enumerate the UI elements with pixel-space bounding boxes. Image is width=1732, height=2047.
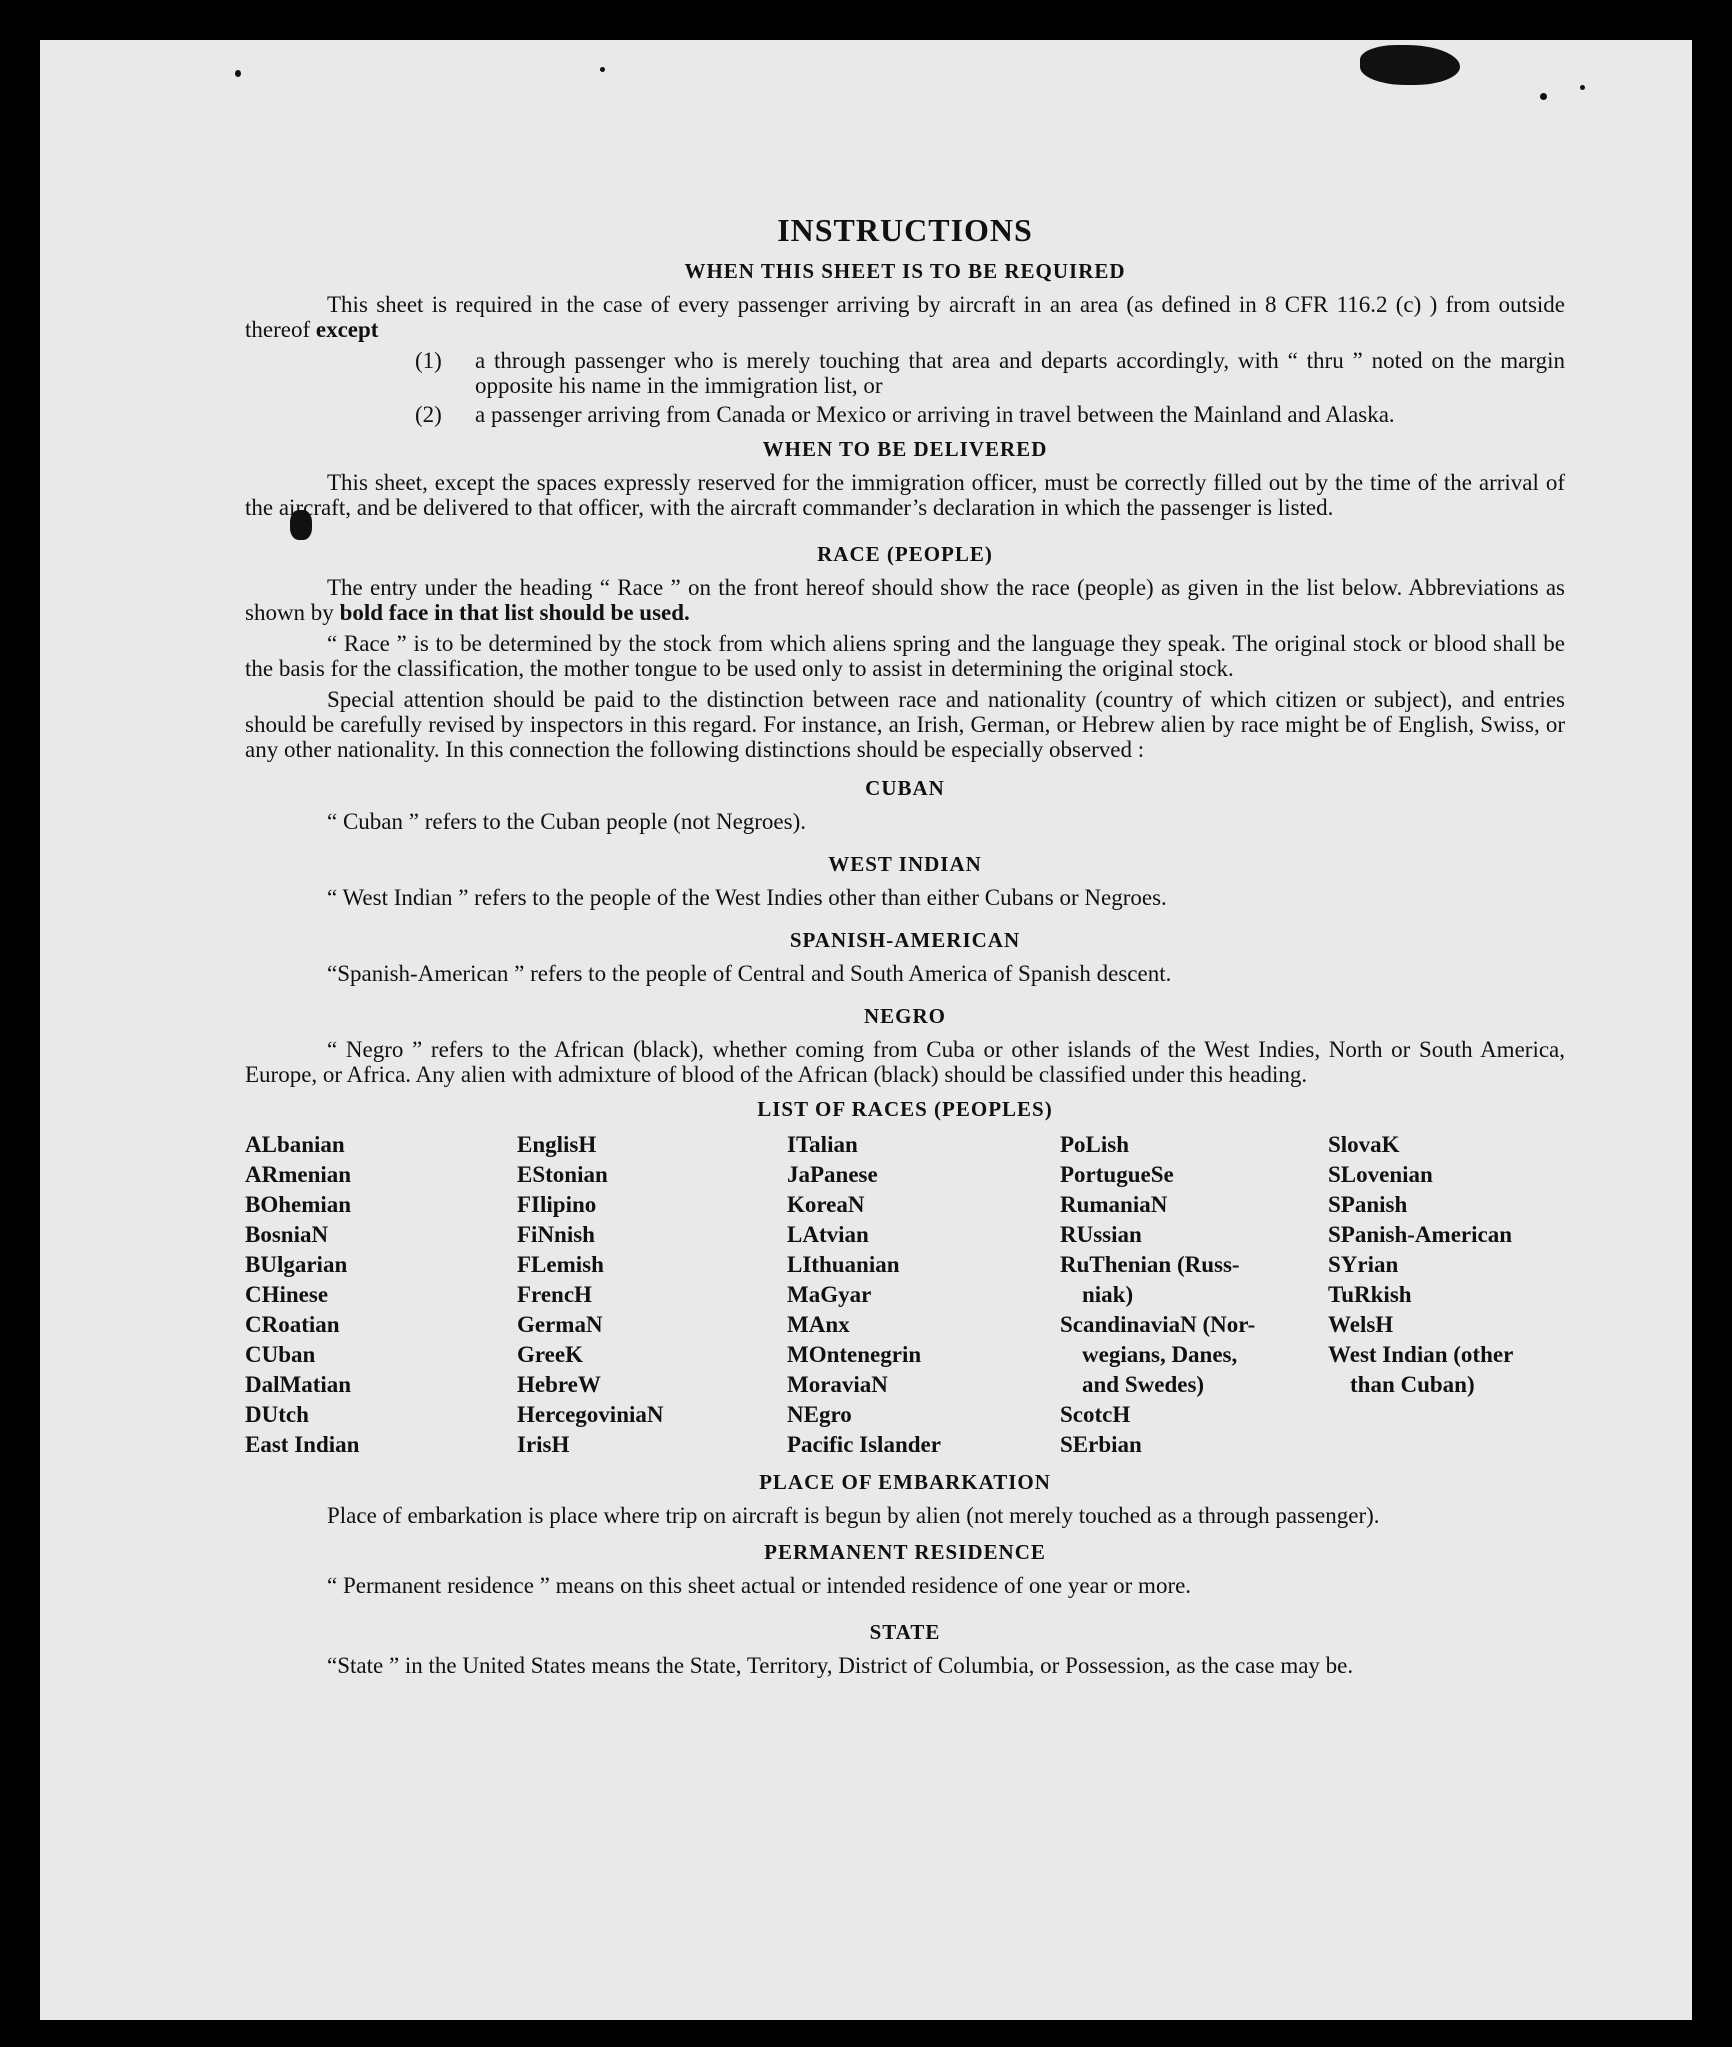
races-column: [1328, 1130, 1558, 1460]
race-p1-bold: bold face: [339, 600, 429, 625]
race-entry: FrencH: [517, 1282, 592, 1307]
race-entry: PoLish: [1060, 1132, 1130, 1157]
race-entry: HercegoviniaN: [517, 1402, 664, 1427]
race-entry: SlovaK: [1328, 1132, 1400, 1157]
cuban-text: “ Cuban ” refers to the Cuban people (not Negroes).: [327, 809, 807, 834]
ink-dot: [235, 70, 241, 77]
negro-text: “ Negro ” refers to the African (black), whether coming from Cuba or other islands of the West Indies, North or South America, Europe, or Africa. Any alien with admixture of blood of the African (black) should be classified under this heading.: [245, 1037, 1565, 1087]
race-entry: ScotcH: [1060, 1402, 1131, 1427]
race-entry: SPanish: [1328, 1192, 1408, 1217]
race-entry: SErbian: [1060, 1432, 1142, 1457]
race-paragraph-3: Special attention should be paid to the distinction between race and nationality (country of which citizen or subject), and entries should be carefully revised by inspectors in this regard. For instance, an Irish, German, or Hebrew alien by race might be of English, Swiss, or any other nationality. In this connection the following distinctions should be especially observed :: [245, 687, 1565, 762]
race-entry: niak): [1082, 1282, 1134, 1307]
section-heading-cuban: CUBAN: [865, 776, 945, 800]
race-entry: MOntenegrin: [787, 1342, 922, 1367]
race-p1-end: in that list should be used.: [428, 600, 690, 625]
list-item: [245, 402, 1565, 427]
race-entry: SPanish-American: [1328, 1222, 1512, 1247]
race-entry: KoreaN: [787, 1192, 865, 1217]
race-entry: ALbanian: [245, 1132, 345, 1157]
section-heading-list-of-races: LIST OF RACES (PEOPLES): [757, 1097, 1053, 1121]
ink-dot: [1580, 85, 1585, 90]
races-column: [787, 1130, 1060, 1460]
race-entry: SYrian: [1328, 1252, 1399, 1277]
document-page: [40, 40, 1692, 2020]
section-heading-required: WHEN THIS SHEET IS TO BE REQUIRED: [684, 259, 1126, 283]
race-entry: FIlipino: [517, 1192, 597, 1217]
section-heading-delivered: WHEN TO BE DELIVERED: [762, 437, 1048, 461]
race-entry: BOhemian: [245, 1192, 352, 1217]
state-text: “State ” in the United States means the State, Territory, District of Columbia, or Possession, as the case may be.: [327, 1653, 1354, 1678]
list-item: [245, 348, 1565, 398]
section-heading-spanish-american: SPANISH-AMERICAN: [789, 928, 1021, 952]
races-table: [245, 1130, 1565, 1460]
document-body: [245, 170, 1565, 1684]
races-column: [517, 1130, 787, 1460]
race-entry: PortugueSe: [1060, 1162, 1174, 1187]
west-indian-text: “ West Indian ” refers to the people of the West Indies other than either Cubans or Negroes.: [327, 885, 1167, 910]
race-entry: LIthuanian: [787, 1252, 900, 1277]
section-heading-negro: NEGRO: [863, 1004, 946, 1028]
race-entry: EnglisH: [517, 1132, 597, 1157]
race-p1-text: The entry under the heading “ Race ” on the front hereof should show the race (people) as given in the list below. Abbreviations as shown by: [245, 575, 1565, 625]
race-entry: MaGyar: [787, 1282, 872, 1307]
race-entry: JaPanese: [787, 1162, 878, 1187]
race-entry: CRoatian: [245, 1312, 340, 1337]
race-entry: NEgro: [787, 1402, 852, 1427]
race-entry: than Cuban): [1350, 1372, 1475, 1397]
race-entry: FLemish: [517, 1252, 604, 1277]
race-entry: SLovenian: [1328, 1162, 1433, 1187]
race-paragraph-1: [245, 575, 1565, 625]
race-entry: MoraviaN: [787, 1372, 888, 1397]
race-entry: HebreW: [517, 1372, 601, 1397]
delivered-text: This sheet, except the spaces expressly reserved for the immigration officer, must be correctly filled out by the time of the arrival of the aircraft, and be delivered to that officer, with the aircraft commander’s declaration in which the passenger is listed.: [245, 470, 1565, 520]
race-entry: and Swedes): [1082, 1372, 1205, 1397]
embarkation-text: Place of embarkation is place where trip on aircraft is begun by alien (not merely touched as a through passenger).: [327, 1503, 1380, 1528]
item-number: (1): [415, 348, 442, 373]
races-column: [245, 1130, 517, 1460]
required-intro-bold: except: [315, 317, 379, 342]
residence-text: “ Permanent residence ” means on this sheet actual or intended residence of one year or more.: [327, 1573, 1192, 1598]
race-entry: WelsH: [1328, 1312, 1394, 1337]
section-heading-west-indian: WEST INDIAN: [828, 852, 982, 876]
race-entry: FiNnish: [517, 1222, 595, 1247]
race-entry: wegians, Danes,: [1082, 1342, 1238, 1367]
race-entry: CUban: [245, 1342, 316, 1367]
document-title: INSTRUCTIONS: [777, 212, 1033, 248]
race-entry: DalMatian: [245, 1372, 352, 1397]
race-paragraph-2: “ Race ” is to be determined by the stock from which aliens spring and the language they speak. The original stock or blood shall be the basis for the classification, the mother tongue to be used only to assist in determining the original stock.: [245, 631, 1565, 681]
race-entry: RumaniaN: [1060, 1192, 1168, 1217]
race-entry: BosniaN: [245, 1222, 329, 1247]
item-text: a through passenger who is merely touching that area and departs accordingly, with “ thru ” noted on the margin opposite his name in the immigration list, or: [475, 348, 1565, 398]
race-entry: MAnx: [787, 1312, 850, 1337]
section-heading-residence: PERMANENT RESIDENCE: [764, 1540, 1046, 1564]
race-entry: EStonian: [517, 1162, 608, 1187]
race-entry: LAtvian: [787, 1222, 869, 1247]
race-entry: ScandinaviaN (Nor-: [1060, 1312, 1256, 1337]
race-entry: West Indian (other: [1328, 1342, 1514, 1367]
race-entry: RuThenian (Russ-: [1060, 1252, 1240, 1277]
spanish-american-text: “Spanish-American ” refers to the people of Central and South America of Spanish descent.: [327, 961, 1172, 986]
required-intro: [245, 292, 1565, 342]
item-number: (2): [415, 402, 442, 427]
race-entry: ITalian: [787, 1132, 858, 1157]
ink-dot: [1540, 93, 1547, 100]
section-heading-race: RACE (PEOPLE): [817, 542, 993, 566]
section-heading-state: STATE: [869, 1620, 941, 1644]
race-entry: East Indian: [245, 1432, 360, 1457]
item-text: a passenger arriving from Canada or Mexico or arriving in travel between the Mainland and Alaska.: [475, 402, 1395, 427]
ink-dot: [600, 67, 605, 72]
races-column: [1060, 1130, 1328, 1460]
race-entry: DUtch: [245, 1402, 309, 1427]
required-intro-text: This sheet is required in the case of every passenger arriving by aircraft in an area (as defined in 8 CFR 116.2 (c) ) from outside thereof: [245, 292, 1565, 342]
race-entry: TuRkish: [1328, 1282, 1412, 1307]
race-entry: RUssian: [1060, 1222, 1142, 1247]
race-entry: BUlgarian: [245, 1252, 348, 1277]
race-entry: GreeK: [517, 1342, 583, 1367]
race-entry: Pacific Islander: [787, 1432, 941, 1457]
ink-spot: [1360, 45, 1460, 85]
race-entry: IrisH: [517, 1432, 570, 1457]
race-entry: CHinese: [245, 1282, 329, 1307]
section-heading-embarkation: PLACE OF EMBARKATION: [759, 1470, 1051, 1494]
race-entry: ARmenian: [245, 1162, 352, 1187]
race-entry: GermaN: [517, 1312, 603, 1337]
